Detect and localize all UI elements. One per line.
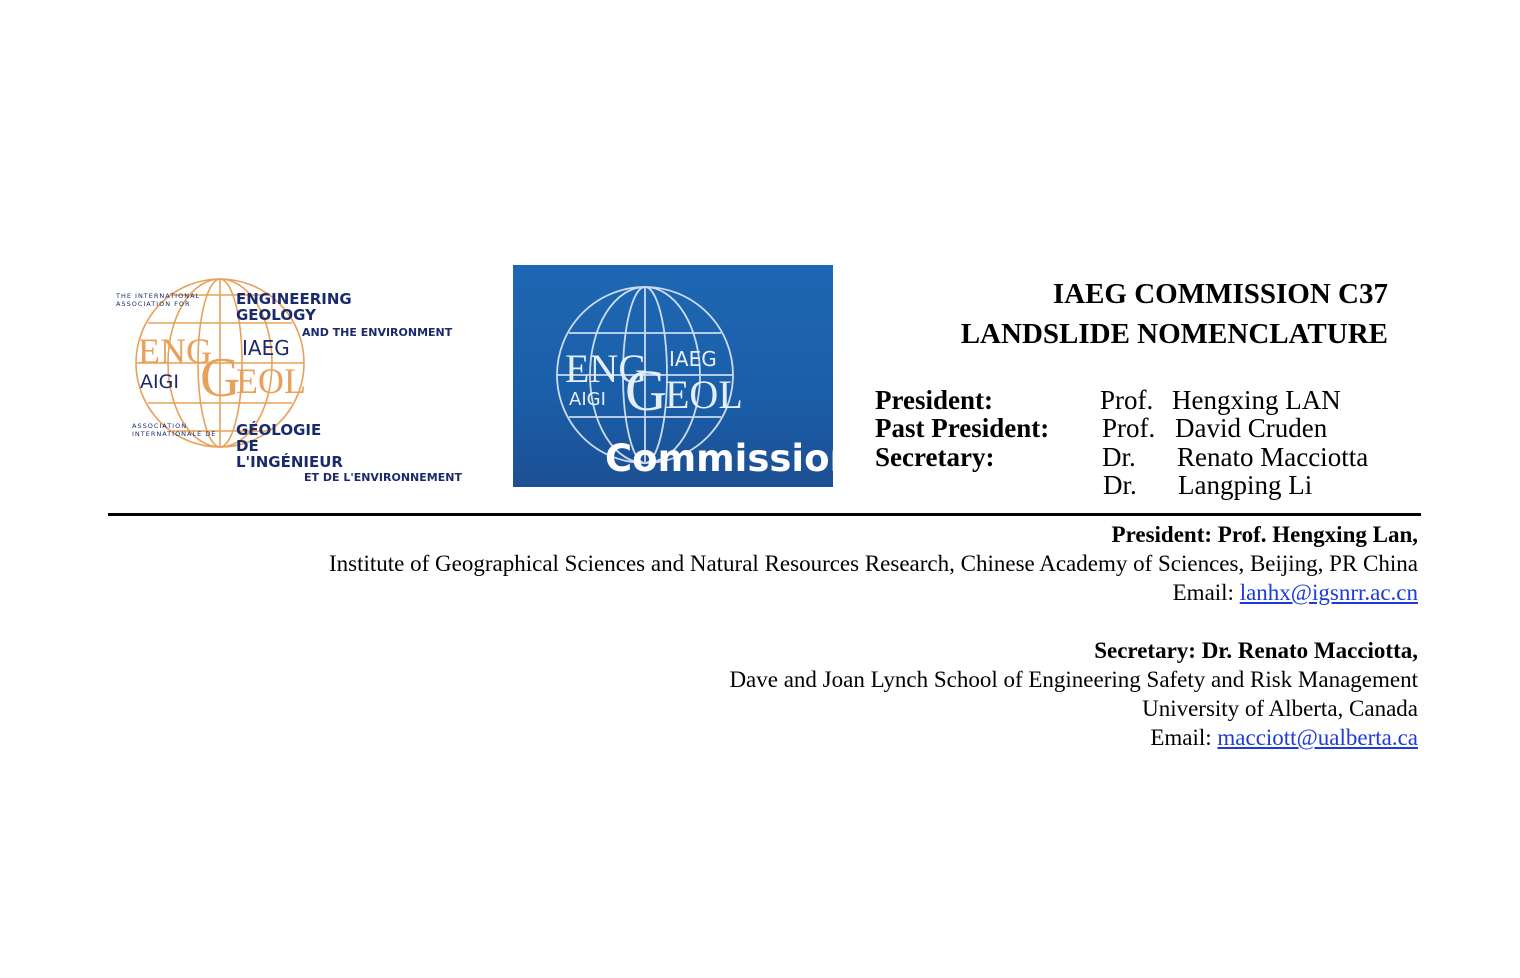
officer-label-secretary: Secretary: [875,442,995,472]
logo-environnement: ET DE L'ENVIRONNEMENT [304,471,462,484]
officer-title-secretary: Dr. [1102,442,1136,472]
logo-emblem-g: G [200,347,241,409]
logo-emblem-eng: ENG [138,331,212,371]
logo-engineering: ENGINEERING [236,290,352,308]
officer-name-president: Hengxing LAN [1172,385,1341,415]
commission-emblem-aigi: AIGI [569,389,606,410]
officer-name-secretary-2: Langping Li [1178,470,1313,500]
officer-title-secretary-2: Dr. [1103,470,1137,500]
commission-emblem-g: G [625,358,667,423]
officer-label-president: President: [875,385,993,415]
logo-emblem-iaeg: IAEG [242,336,290,360]
secretary-email-label: Email: [1150,725,1212,750]
logo-environment: AND THE ENVIRONMENT [302,326,453,339]
title-line-1: IAEG COMMISSION C37 [1052,278,1388,310]
logo-emblem-aigi: AIGI [140,371,179,393]
officer-title-president: Prof. [1100,385,1154,415]
logo-tiny-bottom: ASSOCIATION INTERNATIONALE DE [132,422,217,438]
secretary-email-line [1150,725,1418,751]
officer-title-past-president: Prof. [1102,413,1156,443]
officer-name-past-president: David Cruden [1175,413,1328,443]
president-email-label: Email: [1172,580,1234,605]
secretary-email-link[interactable]: macciott@ualberta.ca [1217,725,1418,750]
logo-de: DE [236,437,259,455]
president-affiliation: Institute of Geographical Sciences and Natural Resources Research, Chinese Academy of Sciences, Beijing, PR China [329,551,1418,576]
president-email-link[interactable]: lanhx@igsnrr.ac.cn [1239,580,1418,605]
logo-geology: GEOLOGY [236,306,316,324]
iaeg-logo [112,268,462,490]
commission-label: Commission [605,437,856,480]
officer-label-past-president: Past President: [875,413,1050,443]
logo-emblem-eol: EOL [236,361,306,401]
commission-emblem-eng: ENG [565,346,648,391]
president-email-line [1173,580,1418,606]
logo-geologie: GÉOLOGIE [236,421,322,439]
commission-emblem-iaeg: IAEG [669,347,717,371]
commission-logo [513,265,856,487]
officer-name-secretary: Renato Macciotta [1177,442,1369,472]
secretary-contact-heading: Secretary: Dr. Renato Macciotta, [1094,638,1418,663]
title-line-2: LANDSLIDE NOMENCLATURE [960,318,1388,350]
secretary-affiliation-line1: Dave and Joan Lynch School of Engineering Safety and Risk Management [729,667,1418,692]
logo-tiny-top: THE INTERNATIONAL ASSOCIATION FOR [116,292,201,308]
header-divider [108,513,1421,516]
president-contact-heading: President: Prof. Hengxing Lan, [1111,522,1418,547]
logo-lingenieur: L'INGÉNIEUR [236,453,343,471]
secretary-affiliation-line2: University of Alberta, Canada [1142,696,1418,721]
commission-emblem-eol: EOL [665,372,743,417]
